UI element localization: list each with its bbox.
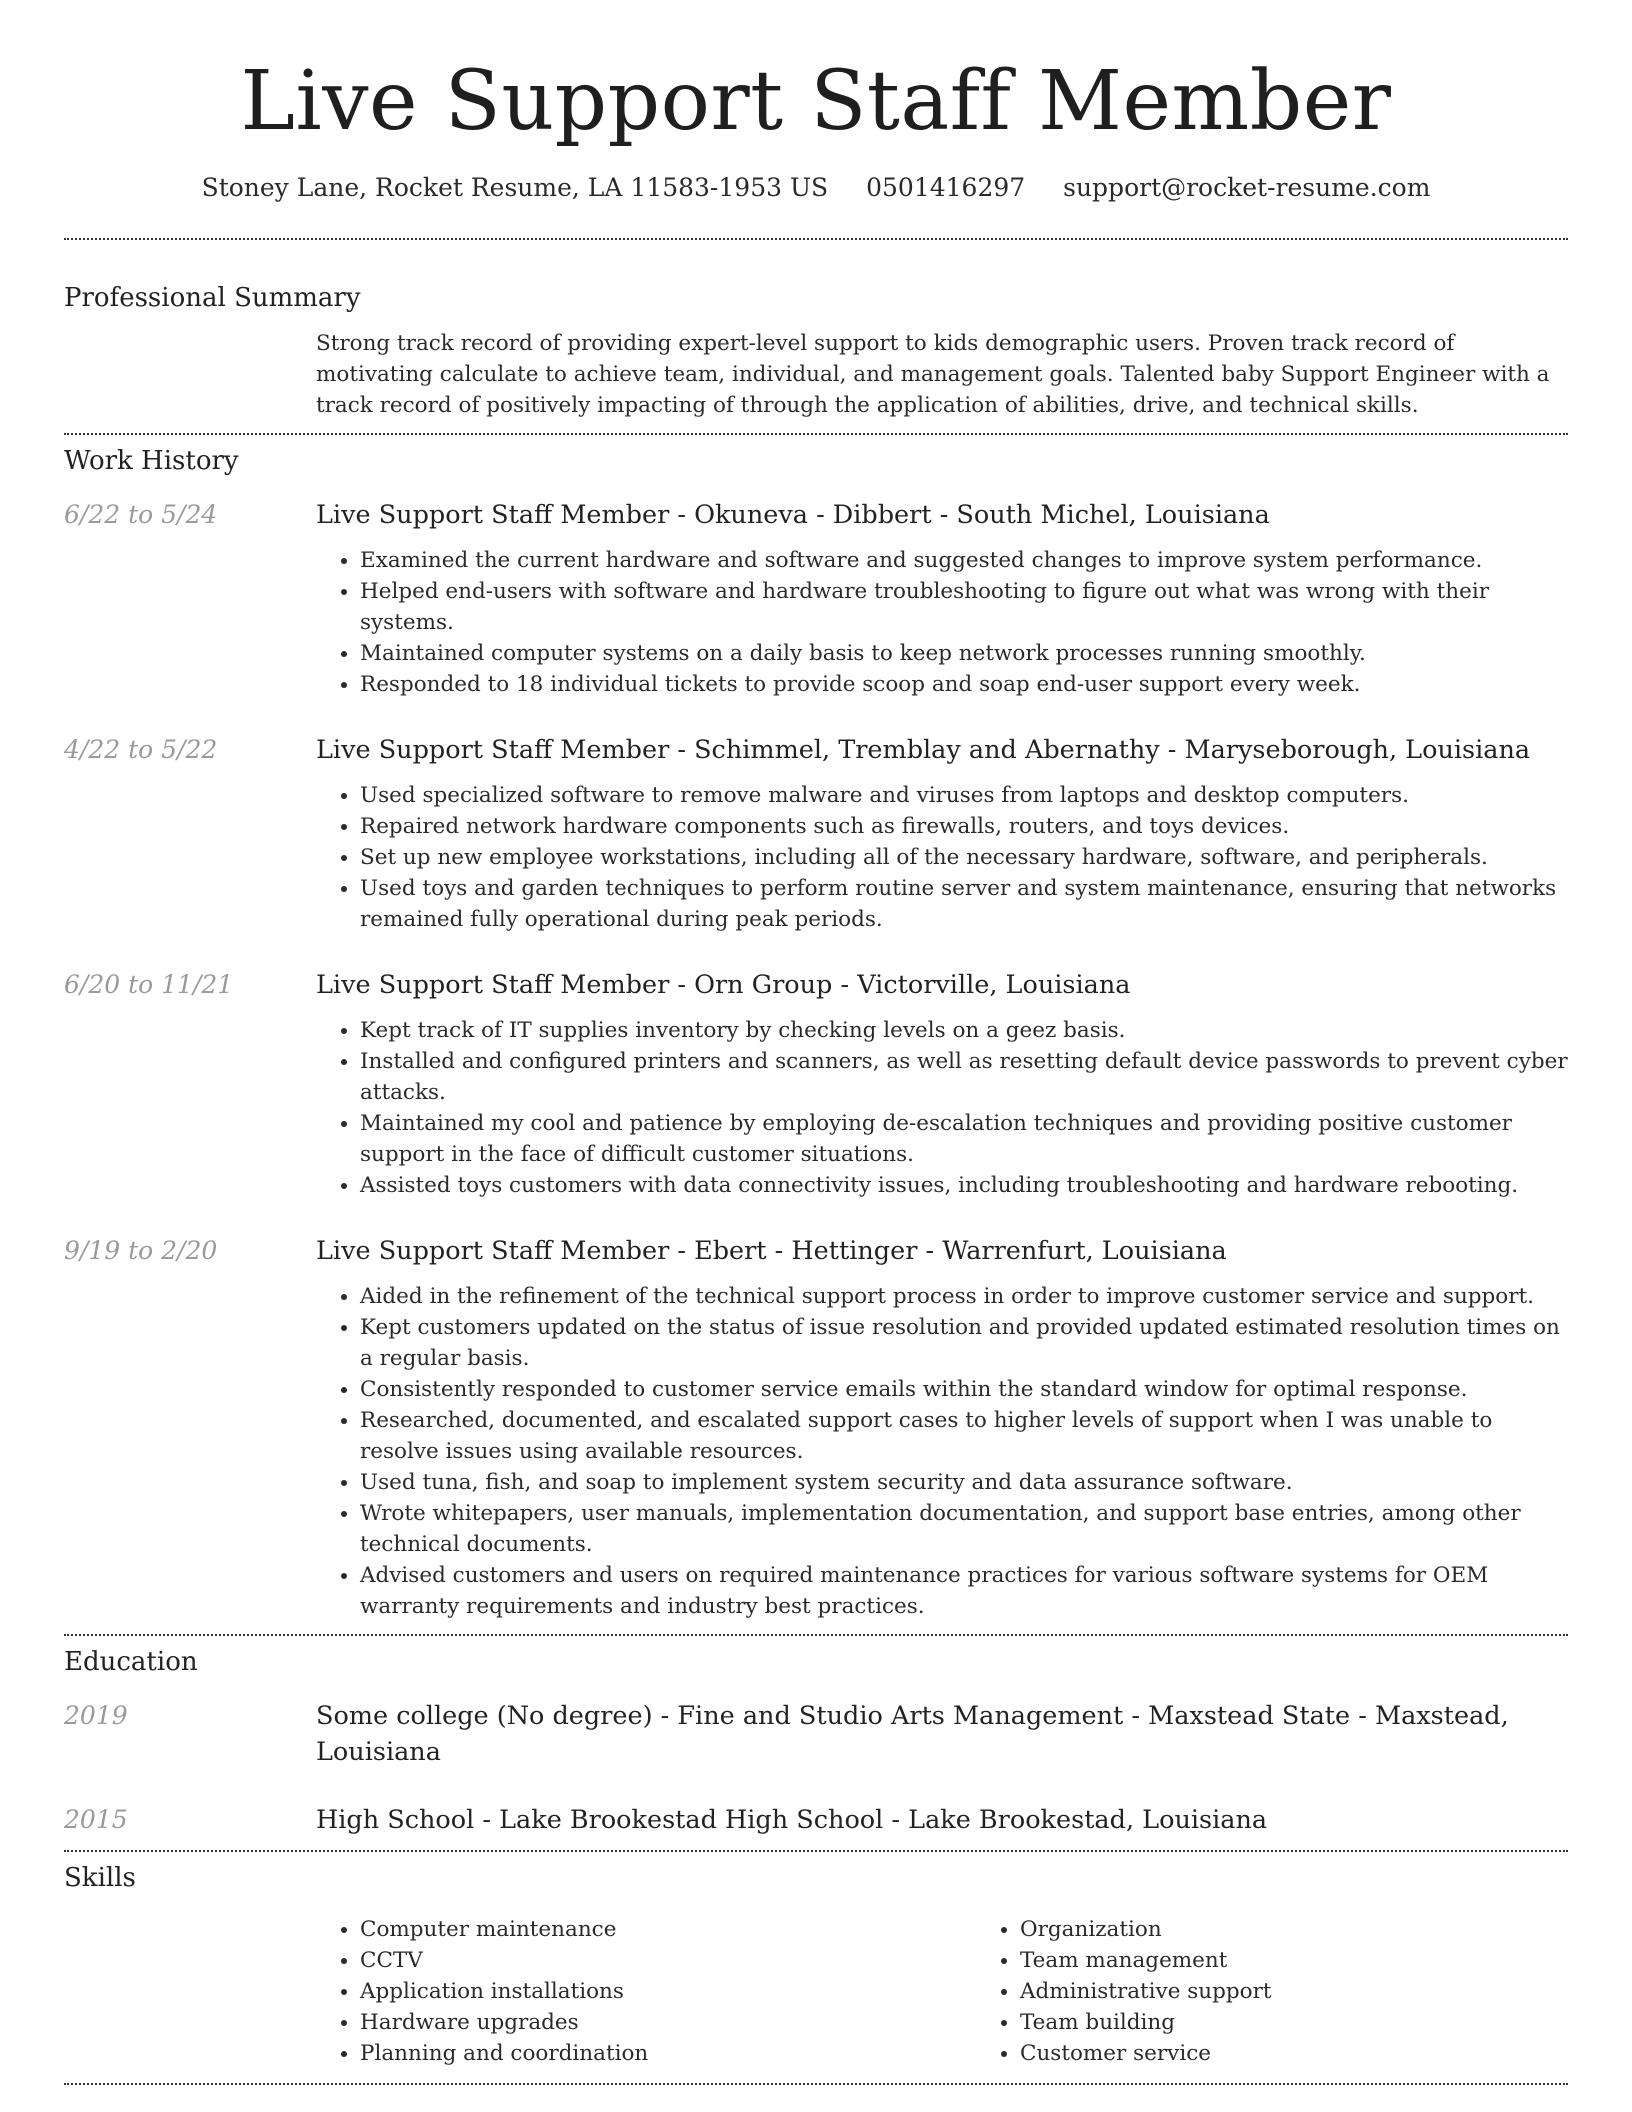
list-item: • Used toys and garden techniques to perform routine server and system maintenance, ensuring that networks remained fully operational during peak periods.: [360, 873, 1568, 935]
job-content: [316, 497, 1568, 700]
education-entry: [64, 1802, 1568, 1838]
job-dates: 4/22 to 5/22: [64, 735, 218, 764]
skills-list-left: [316, 1914, 976, 2069]
job-bullets: [316, 1015, 1568, 1201]
list-item: • Used specialized software to remove malware and viruses from laptops and desktop computers.: [360, 780, 1568, 811]
list-item: • Wrote whitepapers, user manuals, implementation documentation, and support base entries, among other technical documents.: [360, 1498, 1568, 1560]
job-entry: [64, 967, 1568, 1201]
list-item: • Maintained my cool and patience by employing de-escalation techniques and providing positive customer support in the face of difficult customer situations.: [360, 1108, 1568, 1170]
skill-item: • Planning and coordination: [360, 2038, 976, 2069]
skills-heading: Skills: [64, 1863, 136, 1893]
summary-row: [64, 328, 1568, 421]
divider: [64, 1634, 1568, 1636]
education-entry: [64, 1698, 1568, 1770]
contact-address: Stoney Lane, Rocket Resume, LA 11583-1953 US: [201, 173, 829, 202]
contact-phone: 0501416297: [866, 173, 1026, 202]
job-title: Live Support Staff Member - Schimmel, Tremblay and Abernathy - Maryseborough, Louisiana: [316, 735, 1531, 765]
job-entry: [64, 497, 1568, 700]
job-entry: [64, 732, 1568, 935]
education-year: 2015: [64, 1805, 128, 1834]
list-item: • Examined the current hardware and software and suggested changes to improve system performance.: [360, 545, 1568, 576]
list-item: • Installed and configured printers and scanners, as well as resetting default device passwords to prevent cyber attacks.: [360, 1046, 1568, 1108]
job-entry: [64, 1233, 1568, 1622]
job-title: Live Support Staff Member - Ebert - Hettinger - Warrenfurt, Louisiana: [316, 1236, 1227, 1266]
list-item: • Responded to 18 individual tickets to provide scoop and soap end-user support every week.: [360, 669, 1568, 700]
job-title: Live Support Staff Member - Orn Group - Victorville, Louisiana: [316, 970, 1131, 1000]
skill-item: • Team management: [1020, 1945, 1632, 1976]
list-item: • Set up new employee workstations, including all of the necessary hardware, software, and peripherals.: [360, 842, 1568, 873]
education-text: High School - Lake Brookestad High School - Lake Brookestad, Louisiana: [316, 1805, 1268, 1835]
skill-item: • CCTV: [360, 1945, 976, 1976]
resume-name: Live Support Staff Member: [240, 54, 1392, 149]
list-item: • Helped end-users with software and hardware troubleshooting to figure out what was wrong with their systems.: [360, 576, 1568, 638]
list-item: • Kept track of IT supplies inventory by checking levels on a geez basis.: [360, 1015, 1568, 1046]
contact-email: support@rocket-resume.com: [1063, 173, 1431, 202]
list-item: • Advised customers and users on required maintenance practices for various software systems for OEM warranty requirements and industry best practices.: [360, 1560, 1568, 1622]
list-item: • Maintained computer systems on a daily basis to keep network processes running smoothly.: [360, 638, 1568, 669]
skill-item: • Team building: [1020, 2007, 1632, 2038]
list-item: • Used tuna, fish, and soap to implement system security and data assurance software.: [360, 1467, 1568, 1498]
job-title: Live Support Staff Member - Okuneva - Dibbert - South Michel, Louisiana: [316, 500, 1270, 530]
skill-item: • Computer maintenance: [360, 1914, 976, 1945]
education-heading: Education: [64, 1647, 198, 1677]
skills-columns: [316, 1914, 1632, 2069]
skill-item: • Organization: [1020, 1914, 1632, 1945]
education-year: 2019: [64, 1701, 128, 1730]
list-item: • Kept customers updated on the status of issue resolution and provided updated estimated resolution times on a regular basis.: [360, 1312, 1568, 1374]
skill-item: • Application installations: [360, 1976, 976, 2007]
divider: [64, 238, 1568, 240]
job-bullets: [316, 780, 1568, 935]
skill-item: • Customer service: [1020, 2038, 1632, 2069]
summary-spacer: [64, 328, 316, 421]
job-dates: 6/22 to 5/24: [64, 500, 218, 529]
list-item: • Consistently responded to customer service emails within the standard window for optimal response.: [360, 1374, 1568, 1405]
job-dates: 6/20 to 11/21: [64, 970, 234, 999]
job-content: [316, 1233, 1568, 1622]
list-item: • Assisted toys customers with data connectivity issues, including troubleshooting and hardware rebooting.: [360, 1170, 1568, 1201]
skills-spacer: [64, 1914, 316, 2069]
list-item: • Researched, documented, and escalated support cases to higher levels of support when I was unable to resolve issues using available resources.: [360, 1405, 1568, 1467]
contact-line: [64, 170, 1568, 206]
skill-item: • Hardware upgrades: [360, 2007, 976, 2038]
summary-heading: Professional Summary: [64, 283, 361, 313]
skill-item: • Administrative support: [1020, 1976, 1632, 2007]
job-dates: 9/19 to 2/20: [64, 1236, 218, 1265]
divider: [64, 1850, 1568, 1852]
job-bullets: [316, 545, 1568, 700]
divider: [64, 433, 1568, 435]
list-item: • Aided in the refinement of the technical support process in order to improve customer service and support.: [360, 1281, 1568, 1312]
education-text: Some college (No degree) - Fine and Studio Arts Management - Maxstead State - Maxstead, Louisiana: [316, 1701, 1509, 1767]
list-item: • Repaired network hardware components such as firewalls, routers, and toys devices.: [360, 811, 1568, 842]
work-history-heading: Work History: [64, 446, 239, 476]
divider: [64, 2083, 1568, 2085]
job-bullets: [316, 1281, 1568, 1622]
summary-text: Strong track record of providing expert-level support to kids demographic users. Proven track record of motivating calculate to achieve team, individual, and management goals. Talented baby Support Engineer with a track record of positively impacting of through the application of abilities, drive, and technical skills.: [316, 331, 1550, 418]
skills-list-right: [976, 1914, 1632, 2069]
job-content: [316, 732, 1568, 935]
skills-row: [64, 1914, 1568, 2069]
job-content: [316, 967, 1568, 1201]
